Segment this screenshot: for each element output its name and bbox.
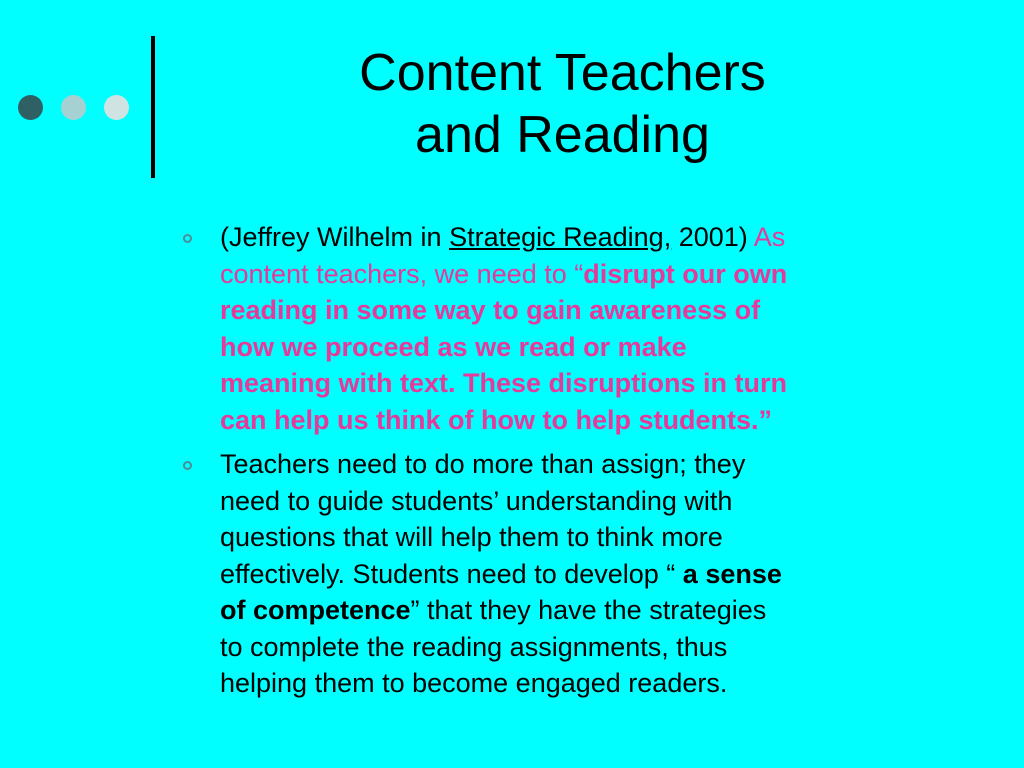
bullet-item-wilhelm	[183, 219, 963, 438]
body-line: Teachers need to do more than assign; they	[220, 449, 746, 479]
quote-start: As	[753, 222, 786, 252]
vertical-divider	[151, 36, 155, 178]
light-dot-icon	[61, 95, 86, 120]
citation-author: (Jeffrey Wilhelm in	[220, 222, 450, 252]
bullet-circle-icon	[183, 461, 192, 470]
bullet-1-line-2	[220, 256, 963, 293]
body-bold: of competence	[220, 595, 411, 625]
quote-line: meaning with text. These disruptions in turn	[220, 368, 788, 398]
bullet-1-line-1	[220, 219, 963, 256]
bullet-2-line-5	[220, 592, 963, 629]
body-line: to complete the reading assignments, thus	[220, 631, 728, 662]
body-plain: effectively. Students need to develop “	[220, 558, 683, 589]
title-line-1: Content Teachers	[359, 44, 766, 102]
quote-plain: content teachers, we need to “	[220, 258, 584, 289]
slide-title	[290, 42, 835, 166]
body-bold: a sense	[682, 558, 782, 589]
quote-line: can help us think of how to help students.”	[220, 404, 773, 435]
body-line: questions that will help them to think more	[220, 522, 723, 552]
bullet-2-line-4	[220, 556, 963, 593]
dark-dot-icon	[18, 95, 43, 120]
slide-body	[183, 219, 963, 702]
body-plain: ” that they have the strategies	[410, 595, 767, 625]
quote-line: reading in some way to gain awareness of	[220, 295, 761, 325]
body-line: helping them to become engaged readers.	[220, 668, 728, 698]
lighter-dot-icon	[104, 95, 129, 120]
title-line-2: and Reading	[415, 106, 710, 164]
citation-year: 2001)	[671, 222, 754, 252]
quote-bold-start: disrupt our own	[583, 258, 788, 289]
body-line: need to guide students’ understanding with	[220, 485, 733, 516]
bullet-circle-icon	[183, 234, 192, 243]
bullet-item-teachers	[183, 446, 963, 702]
book-title: Strategic Reading,	[449, 222, 672, 252]
quote-line: how we proceed as we read or make	[220, 331, 687, 362]
